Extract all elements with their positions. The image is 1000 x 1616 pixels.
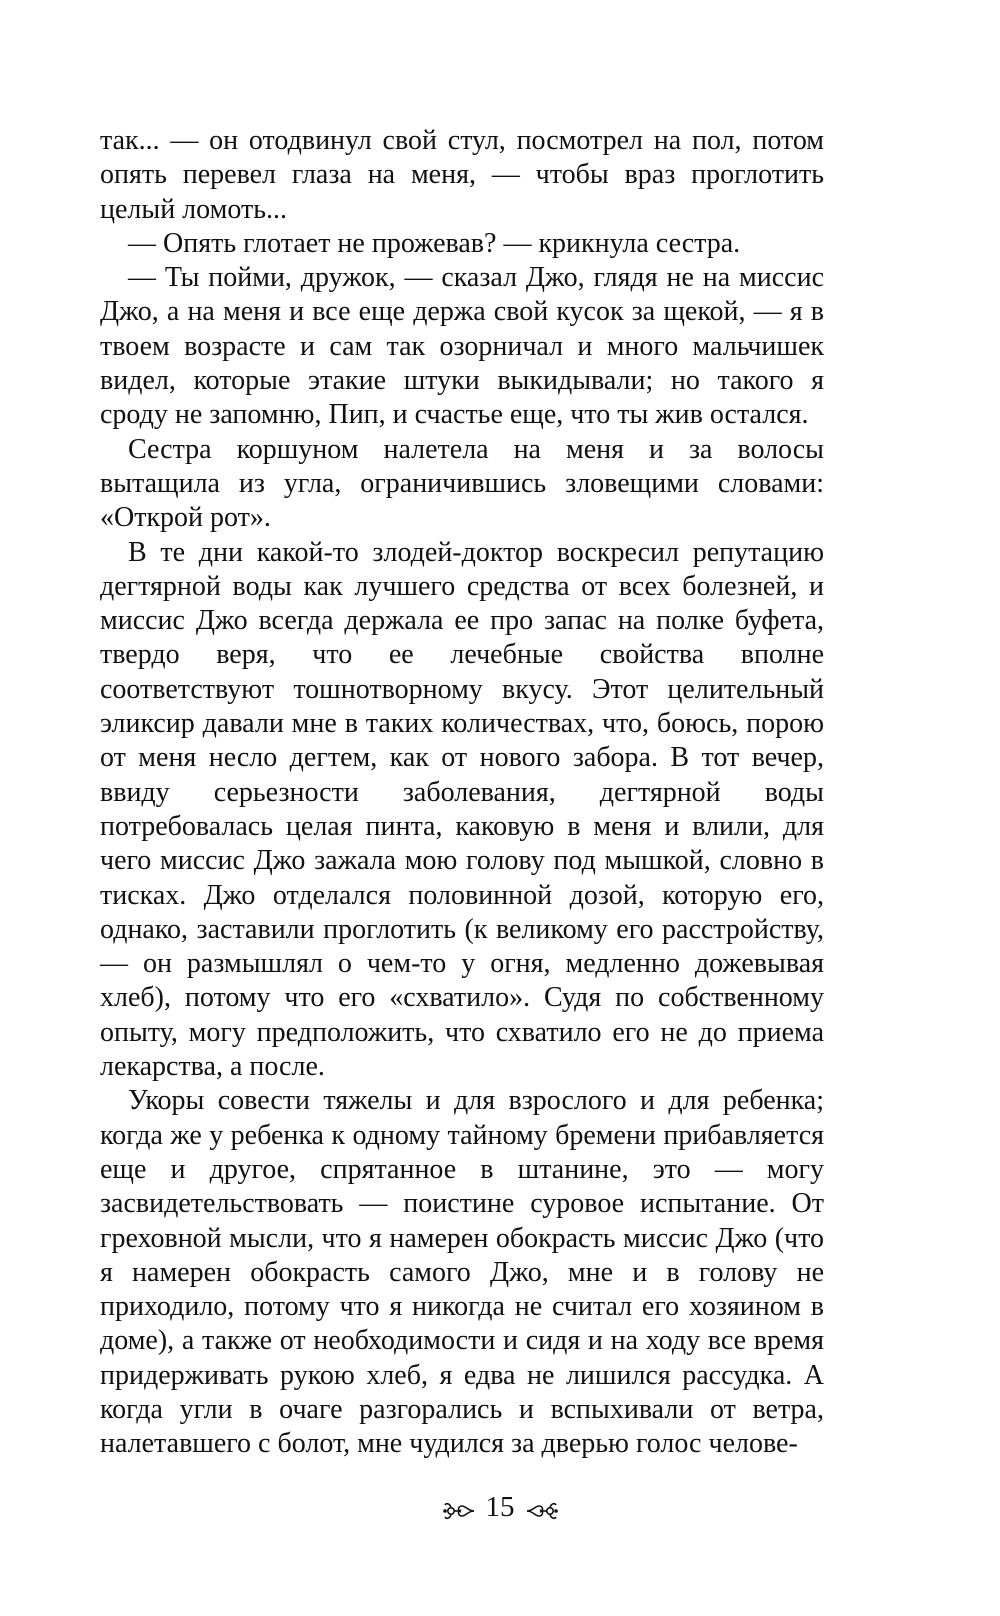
paragraph-5: В те дни какой-то злодей-доктор воскресил репутацию дегтярной воды как лучшего средства от всех болезней, и миссис Джо всегда держала ее про запас на полке буфета, твердо веря, что ее лечебные свойства вполне соответствуют тошнотворному вкусу. Этот целительный эликсир давали мне в таких количествах, что, боюсь, порою от меня несло дегтем, как от нового забора. В тот вечер, ввиду серьезности заболевания, дегтярной воды потребовалась целая пинта, каковую в меня и влили, для чего миссис Джо зажала мою голову под мышкой, словно в тисках. Джо отделался половинной дозой, которую его, однако, заставили проглотить (к великому его расстройству, — он размышлял о чем-то у огня, медленно дожевывая хлеб), потому что его «схватило». Судя по собственному опыту, могу предположить, что схватило его не до приема лекарства, а после. — [100, 536, 824, 1083]
ornament-left-icon — [442, 1497, 476, 1519]
page-text — [100, 124, 824, 1462]
ornament-right-icon — [525, 1497, 559, 1519]
paragraph-2: — Опять глотает не прожевав? — крикнула сестра. — [128, 227, 741, 259]
page-number: 15 — [485, 1491, 515, 1523]
paragraph-1: так... — он отодвинул свой стул, посмотрел на пол, потом опять перевел глаза на меня, — чтобы враз проглотить целый ломоть... — [100, 125, 824, 225]
paragraph-6: Укоры совести тяжелы и для взрослого и для ребенка; когда же у ребенка к одному тайному бремени прибавляется еще и другое, спрятанное в штанине, это — могу засвидетельствовать — поистине суровое испытание. От греховной мысли, что я намерен обокрасть миссис Джо (что я намерен обокрасть самого Джо, мне и в голову не приходило, потому что я никогда не считал его хозяином в доме), а также от необходимости и сидя и на ходу все время придерживать рукою хлеб, я едва не лишился рассудка. А когда угли в очаге разгорались и вспыхивали от ветра, налетавшего с болот, мне чудился за дверью голос челове- — [100, 1085, 824, 1460]
paragraph-3: — Ты пойми, дружок, — сказал Джо, глядя не на миссис Джо, а на меня и все еще держа свой кусок за щекой, — я в твоем возрасте и сам так озорничал и много мальчишек видел, которые этакие штуки выкидывали; но такого я сроду не запомню, Пип, и счастье еще, что ты жив остался. — [100, 262, 824, 431]
page-footer — [0, 1491, 1000, 1524]
paragraph-4: Сестра коршуном налетела на меня и за волосы вытащила из угла, ограничившись зловещими словами: «Открой рот». — [100, 433, 824, 534]
